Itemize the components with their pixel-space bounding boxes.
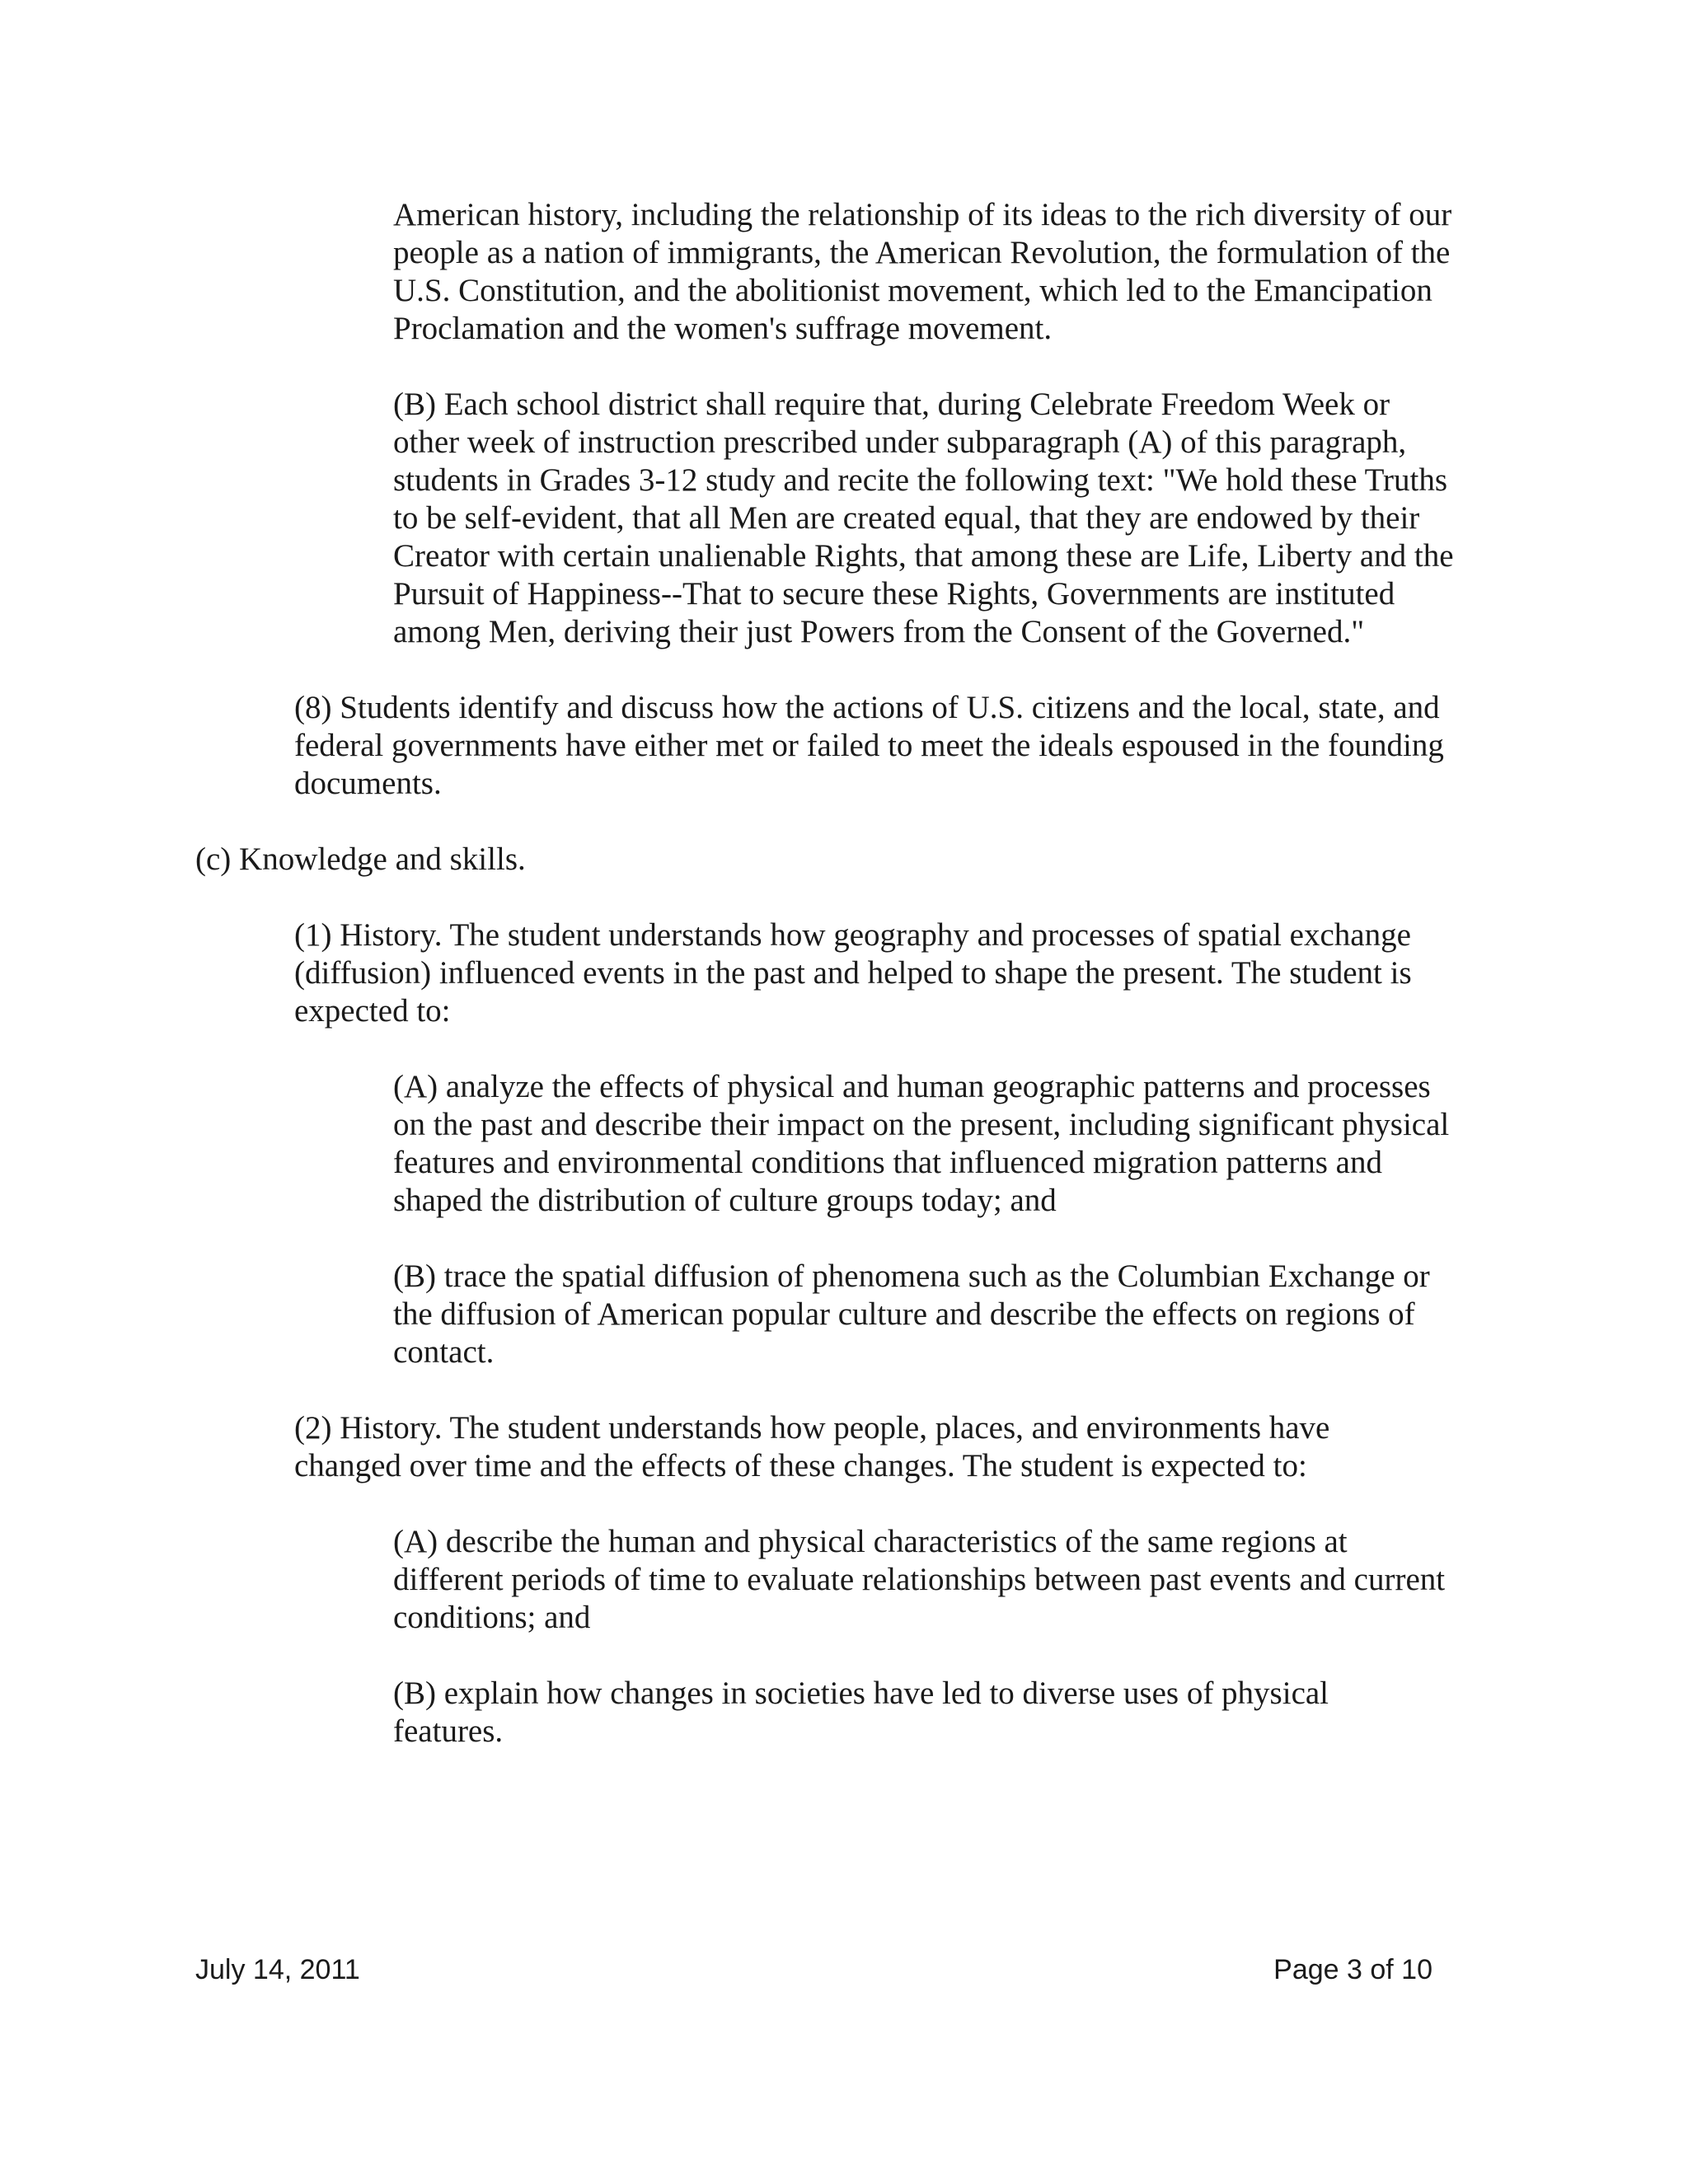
text-line: on the past and describe their impact on the present, including significant physical (393, 1107, 1450, 1142)
text-line: among Men, deriving their just Powers from the Consent of the Governed." (393, 614, 1365, 649)
text-line: the diffusion of American popular culture and describe the effects on regions of (393, 1296, 1415, 1332)
text-line: other week of instruction prescribed under subparagraph (A) of this paragraph, (393, 424, 1407, 460)
paragraph-8 (294, 689, 1444, 803)
text-line: documents. (294, 766, 442, 801)
text-line: people as a nation of immigrants, the American Revolution, the formulation of the (393, 235, 1451, 270)
text-line: (A) describe the human and physical characteristics of the same regions at (393, 1524, 1348, 1559)
text-line: expected to: (294, 993, 451, 1029)
text-line: federal governments have either met or failed to meet the ideals espoused in the founding (294, 728, 1444, 763)
text-line: features. (393, 1713, 504, 1749)
paragraph-c1b (393, 1258, 1430, 1371)
text-line: U.S. Constitution, and the abolitionist movement, which led to the Emancipation (393, 273, 1432, 308)
text-line: (B) explain how changes in societies have led to diverse uses of physical (393, 1675, 1329, 1711)
text-line: contact. (393, 1334, 495, 1370)
text-line: (1) History. The student understands how geography and processes of spatial exchange (294, 917, 1411, 953)
paragraph-c1a (393, 1068, 1449, 1220)
text-line: (2) History. The student understands how people, places, and environments have (294, 1410, 1330, 1446)
text-line: students in Grades 3-12 study and recite the following text: "We hold these Truths (393, 462, 1448, 498)
paragraph-c2 (294, 1409, 1329, 1485)
text-line: (8) Students identify and discuss how the actions of U.S. citizens and the local, state, and (294, 690, 1440, 725)
paragraph-c1 (294, 916, 1412, 1030)
text-line: Creator with certain unalienable Rights, that among these are Life, Liberty and the (393, 538, 1454, 574)
text-line: American history, including the relationship of its ideas to the rich diversity of our (393, 197, 1452, 232)
text-line: changed over time and the effects of these changes. The student is expected to: (294, 1448, 1307, 1483)
paragraph-continuation (393, 196, 1451, 348)
footer-page-number: Page 3 of 10 (1273, 1954, 1432, 1985)
footer-date: July 14, 2011 (195, 1954, 360, 1985)
paragraph-7b (393, 386, 1454, 651)
text-line: (c) Knowledge and skills. (195, 841, 526, 877)
text-line: (A) analyze the effects of physical and human geographic patterns and processes (393, 1069, 1431, 1104)
text-line: features and environmental conditions that influenced migration patterns and (393, 1145, 1382, 1180)
paragraph-c2b (393, 1675, 1329, 1750)
text-line: Proclamation and the women's suffrage movement. (393, 311, 1053, 346)
text-line: (B) trace the spatial diffusion of phenomena such as the Columbian Exchange or (393, 1258, 1430, 1294)
text-line: conditions; and (393, 1600, 591, 1635)
text-line: shaped the distribution of culture groups today; and (393, 1183, 1057, 1218)
section-heading-c (195, 841, 526, 879)
text-line: (diffusion) influenced events in the past and helped to shape the present. The student is (294, 955, 1412, 991)
text-line: different periods of time to evaluate relationships between past events and current (393, 1562, 1446, 1597)
text-line: (B) Each school district shall require that, during Celebrate Freedom Week or (393, 387, 1390, 422)
text-line: to be self-evident, that all Men are created equal, that they are endowed by their (393, 500, 1420, 536)
text-line: Pursuit of Happiness--That to secure these Rights, Governments are instituted (393, 576, 1395, 612)
paragraph-c2a (393, 1523, 1445, 1637)
